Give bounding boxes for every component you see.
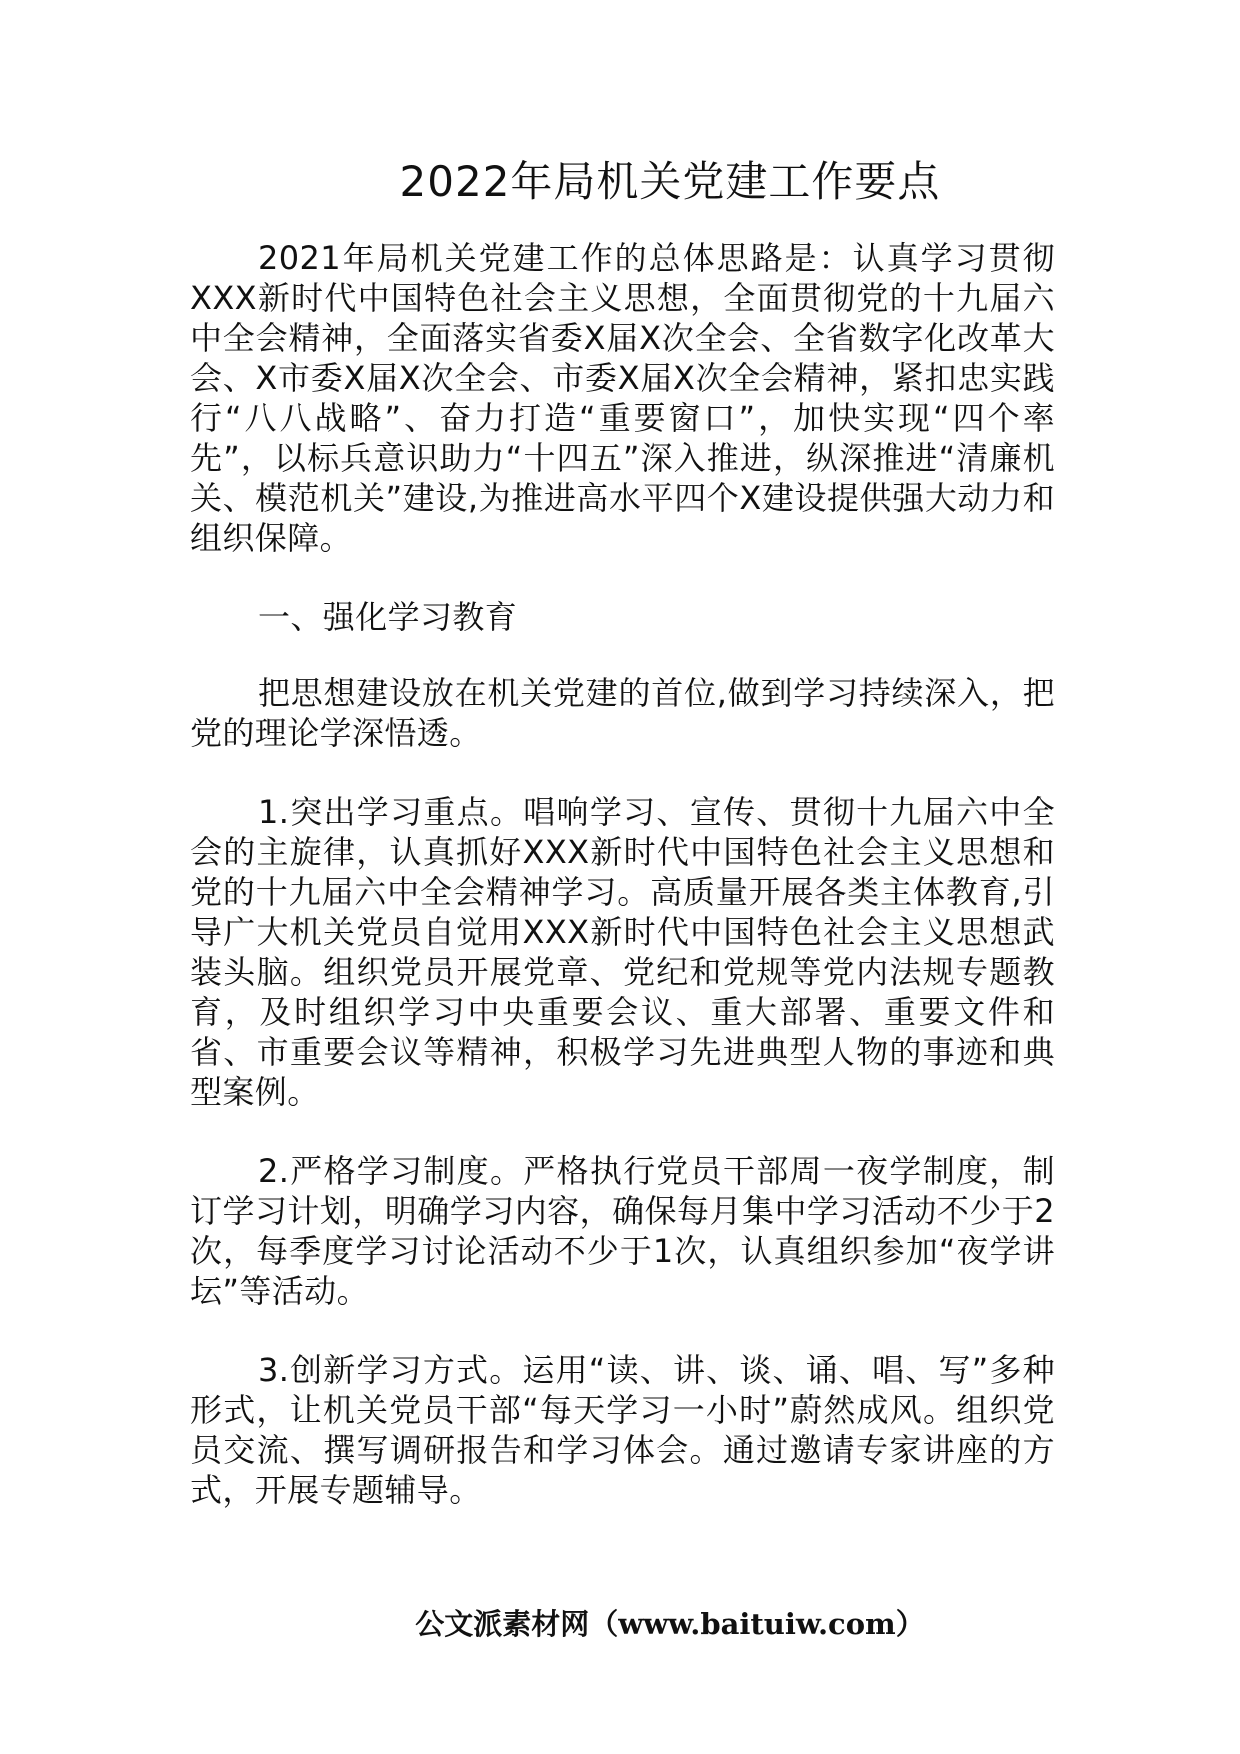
- watermark-footer: 公文派素材网（www.baituiw.com）: [415, 1607, 925, 1641]
- document-body: [190, 238, 1055, 1549]
- item-paragraph-3: 3.创新学习方式。运用“读、讲、谈、诵、唱、写”多种形式，让机关党员干部“每天学习一小时”蔚然成风。组织党员交流、撰写调研报告和学习体会。通过邀请专家讲座的方式，开展专题辅导。: [190, 1351, 1055, 1509]
- item-paragraph-1: 1.突出学习重点。唱响学习、宣传、贯彻十九届六中全会的主旋律，认真抓好XXX新时代中国特色社会主义思想和党的十九届六中全会精神学习。高质量开展各类主体教育,引导广大机关党员自觉用XXX新时代中国特色社会主义思想武装头脑。组织党员开展党章、党纪和党规等党内法规专题教育，及时组织学习中央重要会议、重大部署、重要文件和省、市重要会议等精神，积极学习先进典型人物的事迹和典型案例。: [190, 793, 1055, 1111]
- section-heading: 一、强化学习教育: [258, 598, 518, 636]
- section-intro-paragraph: 把思想建设放在机关党建的首位,做到学习持续深入，把党的理论学深悟透。: [190, 674, 1055, 752]
- document-title: 2022年局机关党建工作要点: [399, 157, 941, 206]
- intro-paragraph: 2021年局机关党建工作的总体思路是：认真学习贯彻XXX新时代中国特色社会主义思想，全面贯彻党的十九届六中全会精神，全面落实省委X届X次全会、全省数字化改革大会、X市委X届X次全会、市委X届X次全会精神，紧扣忠实践行“八八战略”、奋力打造“重要窗口”，加快实现“四个率先”，以标兵意识助力“十四五”深入推进，纵深推进“清廉机关、模范机关”建设,为推进高水平四个X建设提供强大动力和组织保障。: [190, 239, 1055, 557]
- item-paragraph-2: 2.严格学习制度。严格执行党员干部周一夜学制度，制订学习计划，明确学习内容，确保每月集中学习活动不少于2次，每季度学习讨论活动不少于1次，认真组织参加“夜学讲坛”等活动。: [190, 1152, 1055, 1310]
